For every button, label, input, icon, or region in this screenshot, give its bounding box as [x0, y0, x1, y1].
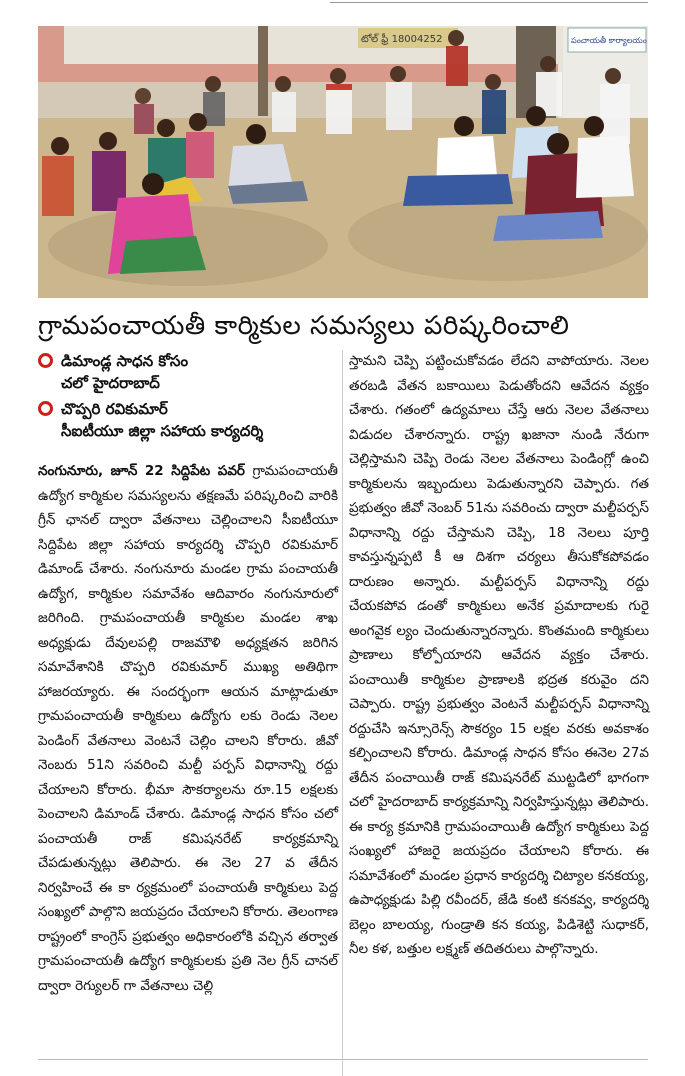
highlight-item	[38, 350, 338, 394]
highlight-line: సీఐటీయూ జిల్లా సహాయ కార్యదర్శి	[61, 422, 264, 440]
article-column-left	[38, 459, 338, 998]
wall-sign-left: టోల్ ఫ్రీ 18004252	[361, 34, 443, 45]
meeting-photo-scene	[38, 26, 648, 298]
highlight-item	[38, 398, 338, 442]
highlight-line: చొప్పరి రవికుమార్	[61, 400, 168, 418]
article-headline: గ్రామపంచాయతీ కార్మికుల సమస్యలు పరిష్కరించాలి	[38, 311, 570, 341]
highlights	[38, 350, 338, 446]
top-rule	[330, 2, 648, 3]
meeting-photo	[38, 26, 648, 298]
column-divider	[342, 350, 343, 1076]
highlight-line: డిమాండ్ల సాధన కోసం	[61, 352, 189, 370]
article-body-right: స్తామని చెప్పి పట్టించుకోవడం లేదని వాపోయారు. నెలల తరబడి వేతన బకాయిలు పెడుతోందని ఆవేదన వ్యక్తం చేశారు. గతంలో ఉద్యమాలు చేస్తే ఆరు నెలల వేతనాలు విడుదల చేశారన్నారు. రాష్ట్ర ఖజానా నుండి నేరుగా చెల్లిస్తామని చెప్పి రెండు నెలల వేతనాలు పెండింగ్లో ఉంచి కార్మికులను ఇబ్బందులు పెడుతున్నారని చెప్పారు. గత ప్రభుత్వం జీవో నెంబర్ 51ను సవరించు ద్వారా మల్టీపర్పస్ విధానాన్ని రద్దు చేస్తామని చెప్పి, 18 నెలలు పూర్తి కావస్తున్నప్పటి కీ ఆ దిశగా చర్యలు తీసుకోకపోవడం దారుణం అన్నారు. మల్టీపర్పస్ విధానాన్ని రద్దు చేయకపోవ డంతో కార్మికులు అనేక ప్రమాదాలకు గురై అంగవైక ల్యం చెందుతున్నారన్నారు. కొంతమంది కార్మికులు ప్రాణాలు కోల్పోయారని ఆవేదన వ్యక్తం చేశారు. పంచాయితీ కార్మికుల ప్రాణాలకి భద్రత కరువైం దని చెప్పారు. రాష్ట్ర ప్రభుత్వం వెంటనే మల్టీపర్పస్ విధానాన్ని రద్దుచేసి ఇన్సూరెన్స్ సౌకర్యం 15 లక్షల వరకు అవకాశం కల్పించాలని కోరారు. డిమాండ్ల సాధన కోసం ఈనెల 27వ తేదీన పంచాయితీ రాజ్ కమిషనరేట్ ముట్టడిలో భాగంగా చలో హైదరాబాద్ కార్యక్రమాన్ని నిర్వహిస్తున్నట్లు తెలిపారు. ఈ కార్య క్రమానికి గ్రామపంచాయితీ ఉద్యోగ కార్మికులు పెద్ద సంఖ్యలో హాజరై జయప్రదం చేయాలని కోరారు. ఈ సమావేశంలో మండల ప్రధాన కార్యదర్శి చిట్యాల కనకయ్య, ఉపాధ్యక్షుడు పిల్లి రవీందర్, జేడి కంటి కనకవ్వ, కార్యదర్శి బెల్లం బాలయ్య, గుండ్రాతి కన కయ్య, పిడిశెట్టి సుధాకర్, నీల కళ, బత్తుల లక్ష్మణ్ తదితరులు పాల్గొన్నారు.	[349, 353, 649, 957]
wall-sign-right: పంచాయతీ కార్యాలయం	[571, 36, 647, 45]
bullet-ring-icon	[38, 401, 53, 416]
article-dateline: నంగునూరు, జూన్ 22 సిద్దిపేట పవర్	[38, 463, 253, 479]
article-body-left: గ్రామపంచాయతీ ఉద్యోగ కార్మికుల సమస్యలను తక్షణమే పరిష్కరించి వారికి గ్రీన్ ఛానల్ ద్వారా వేతనాలు చెల్లించాలని సీఐటీయూ సిద్దిపేట జిల్లా సహాయ కార్యదర్శి చొప్పరి రవికుమార్ డిమాండ్ చేశారు. నంగునూరు మండల గ్రామ పంచాయతీ ఉద్యోగ, కార్మికుల సమావేశం ఆదివారం నంగునూరులో జరిగింది. గ్రామపంచాయతీ కార్మికుల మండల శాఖ అధ్యక్షుడు దేవులపల్లి రాజమౌళి అధ్యక్షతన జరిగిన సమావేశానికి చొప్పరి రవికుమార్ ముఖ్య అతిథిగా హాజరయ్యారు. ఈ సందర్భంగా ఆయన మాట్లాడుతూ గ్రామపంచాయతీ కార్మికులు ఉద్యోగు లకు రెండు నెలల పెండింగ్ వేతనాలు వెంటనే చెల్లిం చాలని కోరారు. జీవో నెంబరు 51ని సవరించి మల్టీ పర్పస్ విధానాన్ని రద్దు చేయాలని కోరారు. భీమా సౌకర్యాలను రూ.15 లక్షలకు పెంచాలని డిమాండ్ చేశారు. డిమాండ్ల సాధన కోసం చలో పంచాయతీ రాజ్ కమిషనరేట్ కార్యక్రమాన్ని చేపడుతున్నట్లు తెలిపారు. ఈ నెల 27 వ తేదీన నిర్వహించే ఈ కా ర్యక్రమంలో పంచాయతీ కార్మికులు పెద్ద సంఖ్యలో పాల్గొని జయప్రదం చేయాలని కోరారు. తెలంగాణ రాష్ట్రంలో కాంగ్రెస్ ప్రభుత్వం అధికారంలోకి వచ్చిన తర్వాత గ్రామపంచాయతీ ఉద్యోగ కార్మికులకు ప్రతి నెల గ్రీన్ చానల్ ద్వారా రెగ్యులర్ గా వేతనాలు చెల్లి	[38, 463, 338, 994]
article-column-right	[349, 349, 649, 962]
highlight-line: చలో హైదరాబాద్	[61, 374, 160, 392]
bottom-rule	[38, 1059, 648, 1060]
bullet-ring-icon	[38, 353, 53, 368]
